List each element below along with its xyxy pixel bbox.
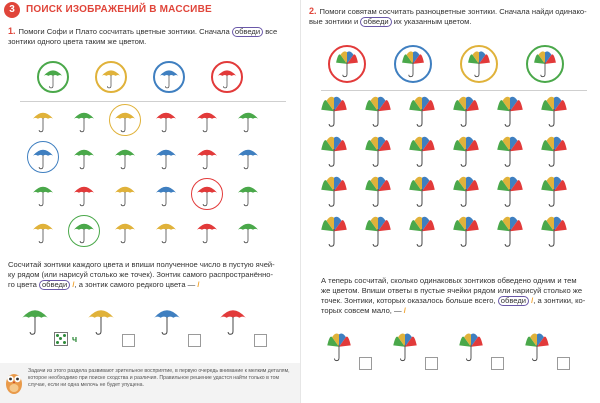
- answer-umbrella-yellow-icon: [86, 304, 116, 336]
- task-1-count-line-3-middle: , а зонтик самого редкого цвета —: [74, 280, 196, 289]
- grid-umbrella-cell: [108, 103, 142, 137]
- answer-multicolor-umbrella-icon: [391, 333, 419, 362]
- umbrella-yellow-icon: [31, 219, 55, 244]
- answer-multicolor-umbrella-icon: [457, 333, 485, 362]
- task-2-count-circled-word: обведи: [498, 296, 529, 306]
- multicolor-umbrella-icon: [407, 96, 437, 128]
- task-2-count-line-2: же цветом. Впиши ответы в пустые ячейки рядом или нарисуй столько же: [321, 286, 583, 295]
- multicolor-umbrella-icon: [363, 96, 393, 128]
- multicolor-umbrella-icon: [539, 216, 569, 248]
- dot: [63, 341, 66, 344]
- answer-umbrella-red-icon: [218, 304, 248, 336]
- answer-multicolor-umbrella-icon: [325, 333, 353, 362]
- right-page: [300, 0, 600, 403]
- multicolor-umbrella-icon: [451, 136, 481, 168]
- multicolor-umbrella-icon: [319, 176, 349, 208]
- task-2-count-line-4-text: торых совсем мало, —: [321, 306, 402, 315]
- drawn-circle: [68, 215, 100, 247]
- written-answer: ч: [72, 334, 78, 344]
- grid-umbrella-cell: [149, 140, 183, 174]
- task-2-count-line-3-after: , а зонтики, ко-: [533, 296, 586, 305]
- multicolor-umbrella-icon: [319, 136, 349, 168]
- multicolor-umbrella-icon: [451, 96, 481, 128]
- color-ring: [95, 61, 127, 93]
- drawn-circle: [27, 141, 59, 173]
- drawn-circle: [109, 104, 141, 136]
- umbrella-green-icon: [236, 108, 260, 133]
- multicolor-umbrella-icon: [495, 216, 525, 248]
- task-1-text-before: Помоги Софи и Плато сосчитать цветные зонтики. Сначала: [18, 27, 230, 36]
- multicolor-umbrella-icon: [363, 176, 393, 208]
- answer-box[interactable]: [188, 334, 201, 347]
- task-1-umbrella-grid: [26, 103, 286, 253]
- task-1-count-instruction: [8, 260, 296, 290]
- grid-umbrella-cell: [108, 177, 142, 211]
- grid-umbrella-cell: [67, 177, 101, 211]
- grid-umbrella-cell: [190, 103, 224, 137]
- owl-icon: [4, 369, 24, 395]
- task-2-count-line-4: [321, 306, 597, 316]
- umbrella-yellow-icon: [31, 108, 55, 133]
- footer-note: [0, 363, 300, 403]
- legend-circle-red: [210, 60, 244, 94]
- umbrella-red-icon: [195, 145, 219, 170]
- multicolor-umbrella-icon: [407, 136, 437, 168]
- task-1-circled-word: обведи: [232, 27, 263, 37]
- multicolor-umbrella-icon: [407, 176, 437, 208]
- color-ring: [460, 45, 498, 83]
- multicolor-umbrella-icon: [319, 216, 349, 248]
- divider: [321, 90, 587, 91]
- task-2-count-line-1: А теперь сосчитай, сколько одинаковых зонтиков обведено одним и тем: [321, 276, 577, 285]
- dice-dots-answer: [54, 332, 68, 346]
- color-ring: [394, 45, 432, 83]
- multicolor-umbrella-icon: [451, 176, 481, 208]
- color-ring: [37, 61, 69, 93]
- multicolor-umbrella-icon: [363, 216, 393, 248]
- task-2-text-before: Помоги совятам сосчитать разноцветные зонтики. Сначала найди одинако-вые зонтики и: [309, 7, 587, 26]
- color-ring: [211, 61, 243, 93]
- task-1-instruction: [8, 26, 294, 47]
- grid-umbrella-cell: [67, 214, 101, 248]
- multicolor-umbrella-icon: [363, 136, 393, 168]
- umbrella-yellow-icon: [154, 219, 178, 244]
- grid-umbrella-cell: [190, 140, 224, 174]
- grid-umbrella-cell: [231, 140, 265, 174]
- pencil-icon: /: [197, 280, 200, 289]
- answer-multicolor-umbrella-icon: [523, 333, 551, 362]
- answer-box[interactable]: [491, 357, 504, 370]
- task-2-count-instruction: [321, 276, 597, 316]
- umbrella-yellow-icon: [113, 182, 137, 207]
- section-number-badge: 3: [4, 2, 20, 18]
- grid-umbrella-cell: [67, 140, 101, 174]
- color-ring: [328, 45, 366, 83]
- answer-box[interactable]: [425, 357, 438, 370]
- umbrella-red-icon: [154, 108, 178, 133]
- grid-umbrella-cell: [26, 103, 60, 137]
- legend-circle-green: [525, 44, 565, 84]
- answer-box[interactable]: [254, 334, 267, 347]
- grid-umbrella-cell: [108, 140, 142, 174]
- legend-circle-red: [327, 44, 367, 84]
- task-1-count-line-3: [8, 280, 296, 290]
- task-1-count-line-1: Сосчитай зонтики каждого цвета и впиши полученное число в пустую ячей-: [8, 260, 275, 269]
- multicolor-umbrella-icon: [539, 136, 569, 168]
- grid-umbrella-cell: [231, 177, 265, 211]
- task-1-text-after: все зонтики одного цвета таким же цветом.: [8, 27, 278, 46]
- pencil-icon: /: [531, 296, 534, 305]
- task-1-legend-row: [36, 60, 268, 94]
- answer-umbrella-green-icon: [20, 304, 50, 336]
- grid-umbrella-cell: [231, 214, 265, 248]
- umbrella-yellow-icon: [113, 219, 137, 244]
- task-2-umbrella-grid: [319, 96, 589, 250]
- grid-umbrella-cell: [190, 177, 224, 211]
- umbrella-green-icon: [72, 145, 96, 170]
- task-1-number: 1.: [8, 26, 16, 36]
- legend-circle-blue: [393, 44, 433, 84]
- umbrella-green-icon: [113, 145, 137, 170]
- legend-circle-blue: [152, 60, 186, 94]
- grid-umbrella-cell: [231, 103, 265, 137]
- color-ring: [526, 45, 564, 83]
- answer-umbrella-blue-icon: [152, 304, 182, 336]
- multicolor-umbrella-icon: [451, 216, 481, 248]
- task-1-count-line-2: ку рядом (или нарисуй столько же точек). Зонтик самого распространённо-: [8, 270, 274, 279]
- task-2-count-line-3-before: точек. Зонтики, которых оказалось больше всего,: [321, 296, 496, 305]
- umbrella-blue-icon: [154, 182, 178, 207]
- grid-umbrella-cell: [26, 140, 60, 174]
- umbrella-blue-icon: [154, 145, 178, 170]
- grid-umbrella-cell: [149, 214, 183, 248]
- legend-circle-green: [36, 60, 70, 94]
- task-2-instruction: [309, 6, 597, 27]
- divider: [20, 101, 286, 102]
- umbrella-green-icon: [31, 182, 55, 207]
- task-1-answer-row: [20, 302, 290, 358]
- legend-circle-yellow: [459, 44, 499, 84]
- task-2-number: 2.: [309, 6, 317, 16]
- grid-umbrella-cell: [108, 214, 142, 248]
- umbrella-blue-icon: [236, 145, 260, 170]
- grid-umbrella-cell: [26, 177, 60, 211]
- drawn-circle: [191, 178, 223, 210]
- section-header: [0, 0, 300, 22]
- footer-text: Задачи из этого раздела развивают зрительное восприятие, в первую очередь внимание к мелким деталям, которое необходимо при поиске сходства и различия. Правильное решение удастся найти только в том случае, если ни одна мелочь не будет упущена.: [28, 368, 290, 388]
- answer-box[interactable]: [122, 334, 135, 347]
- umbrella-red-icon: [72, 182, 96, 207]
- task-1-count-line-3-before: го цвета: [8, 280, 37, 289]
- task-2-legend-row: [327, 44, 591, 84]
- grid-umbrella-cell: [67, 103, 101, 137]
- task-2-answer-row: [325, 333, 595, 389]
- section-title: ПОИСК ИЗОБРАЖЕНИЙ В МАССИВЕ: [26, 4, 212, 15]
- grid-umbrella-cell: [149, 103, 183, 137]
- pencil-icon: /: [72, 280, 75, 289]
- task-2-text-after: их указанным цветом.: [393, 17, 472, 26]
- multicolor-umbrella-icon: [319, 96, 349, 128]
- umbrella-red-icon: [195, 108, 219, 133]
- multicolor-umbrella-icon: [495, 96, 525, 128]
- multicolor-umbrella-icon: [495, 136, 525, 168]
- grid-umbrella-cell: [190, 214, 224, 248]
- umbrella-red-icon: [195, 219, 219, 244]
- answer-box[interactable]: [557, 357, 570, 370]
- multicolor-umbrella-icon: [539, 176, 569, 208]
- task-2-circled-word: обведи: [360, 17, 391, 27]
- pencil-icon: /: [403, 306, 406, 315]
- umbrella-green-icon: [72, 108, 96, 133]
- umbrella-green-icon: [236, 219, 260, 244]
- multicolor-umbrella-icon: [407, 216, 437, 248]
- task-1-count-circled-word: обведи: [39, 280, 70, 290]
- grid-umbrella-cell: [149, 177, 183, 211]
- multicolor-umbrella-icon: [539, 96, 569, 128]
- legend-circle-yellow: [94, 60, 128, 94]
- multicolor-umbrella-icon: [495, 176, 525, 208]
- answer-box[interactable]: [359, 357, 372, 370]
- grid-umbrella-cell: [26, 214, 60, 248]
- task-2-count-line-3: [321, 296, 597, 306]
- umbrella-green-icon: [236, 182, 260, 207]
- color-ring: [153, 61, 185, 93]
